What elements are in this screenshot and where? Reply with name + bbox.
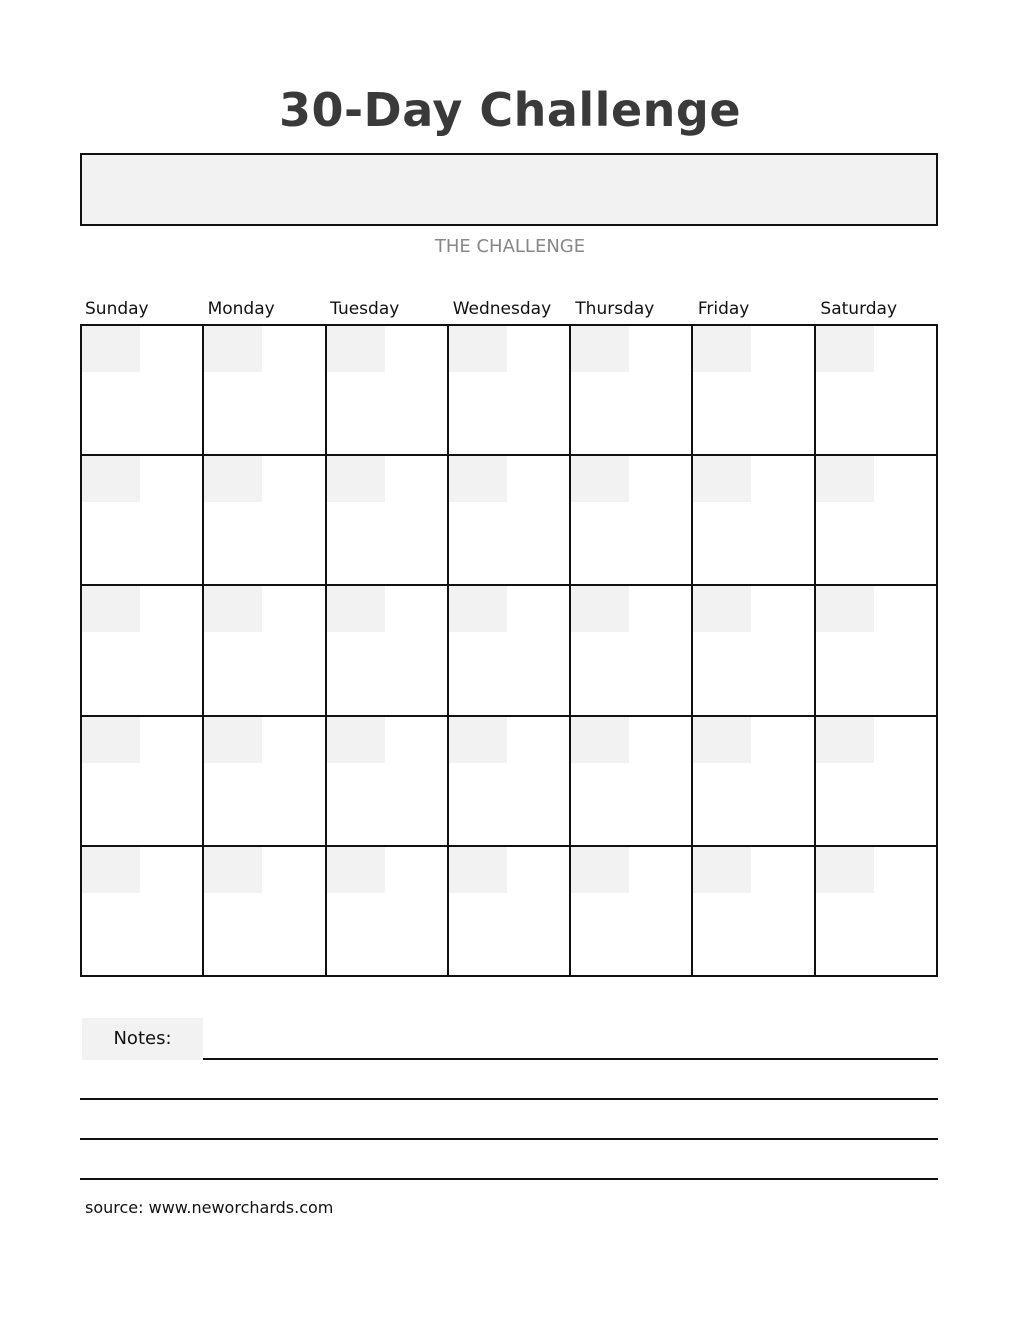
calendar-cell[interactable] [693, 326, 815, 456]
day-number-box[interactable] [449, 847, 507, 893]
calendar-cell[interactable] [449, 717, 571, 847]
calendar-cell[interactable] [693, 586, 815, 716]
notes-line[interactable] [203, 1058, 938, 1060]
calendar-cell[interactable] [816, 586, 938, 716]
calendar-cell[interactable] [816, 717, 938, 847]
calendar-cell[interactable] [693, 456, 815, 586]
notes-line[interactable] [80, 1178, 938, 1180]
calendar-cell[interactable] [571, 456, 693, 586]
day-number-box[interactable] [571, 456, 629, 502]
weekday-wednesday: Wednesday [452, 299, 552, 319]
weekday-sunday: Sunday [85, 299, 149, 319]
calendar-cell[interactable] [449, 847, 571, 977]
day-number-box[interactable] [327, 586, 385, 632]
weekday-header [80, 297, 938, 321]
calendar-cell[interactable] [449, 586, 571, 716]
day-number-box[interactable] [327, 456, 385, 502]
calendar-cell[interactable] [82, 717, 204, 847]
calendar-cell[interactable] [82, 456, 204, 586]
calendar-cell[interactable] [82, 586, 204, 716]
source-credit: source: www.neworchards.com [85, 1198, 334, 1217]
day-number-box[interactable] [204, 326, 262, 372]
day-number-box[interactable] [327, 717, 385, 763]
calendar-cell[interactable] [204, 456, 326, 586]
day-number-box[interactable] [204, 717, 262, 763]
calendar-cell[interactable] [204, 847, 326, 977]
day-number-box[interactable] [204, 847, 262, 893]
day-number-box[interactable] [816, 847, 874, 893]
calendar-cell[interactable] [327, 847, 449, 977]
day-number-box[interactable] [327, 847, 385, 893]
day-number-box[interactable] [449, 586, 507, 632]
notes-line[interactable] [80, 1098, 938, 1100]
calendar-cell[interactable] [449, 326, 571, 456]
challenge-caption: THE CHALLENGE [434, 236, 586, 257]
calendar-cell[interactable] [82, 326, 204, 456]
day-number-box[interactable] [571, 847, 629, 893]
day-number-box[interactable] [693, 456, 751, 502]
day-number-box[interactable] [449, 456, 507, 502]
weekday-monday: Monday [207, 299, 275, 319]
notes-label: Notes: [82, 1018, 203, 1060]
calendar-cell[interactable] [816, 326, 938, 456]
day-number-box[interactable] [816, 717, 874, 763]
calendar-cell[interactable] [327, 456, 449, 586]
notes-line[interactable] [80, 1138, 938, 1140]
weekday-thursday: Thursday [575, 299, 655, 319]
calendar-cell[interactable] [816, 456, 938, 586]
calendar-cell[interactable] [204, 717, 326, 847]
day-number-box[interactable] [693, 717, 751, 763]
day-number-box[interactable] [204, 456, 262, 502]
calendar-cell[interactable] [571, 717, 693, 847]
challenge-input-box[interactable] [80, 153, 938, 226]
day-number-box[interactable] [449, 717, 507, 763]
day-number-box[interactable] [449, 326, 507, 372]
calendar-cell[interactable] [82, 847, 204, 977]
day-number-box[interactable] [204, 586, 262, 632]
day-number-box[interactable] [693, 847, 751, 893]
day-number-box[interactable] [327, 326, 385, 372]
weekday-friday: Friday [697, 299, 750, 319]
calendar-cell[interactable] [327, 717, 449, 847]
calendar-cell[interactable] [204, 586, 326, 716]
weekday-tuesday: Tuesday [330, 299, 400, 319]
day-number-box[interactable] [82, 456, 140, 502]
day-number-box[interactable] [693, 586, 751, 632]
calendar-cell[interactable] [693, 717, 815, 847]
calendar-cell[interactable] [693, 847, 815, 977]
weekday-saturday: Saturday [820, 299, 898, 319]
page-title: 30-Day Challenge [278, 83, 742, 137]
day-number-box[interactable] [82, 847, 140, 893]
day-number-box[interactable] [816, 586, 874, 632]
day-number-box[interactable] [571, 586, 629, 632]
calendar-cell[interactable] [571, 586, 693, 716]
day-number-box[interactable] [571, 717, 629, 763]
day-number-box[interactable] [82, 586, 140, 632]
calendar-cell[interactable] [327, 326, 449, 456]
day-number-box[interactable] [82, 717, 140, 763]
calendar-cell[interactable] [816, 847, 938, 977]
calendar-cell[interactable] [449, 456, 571, 586]
calendar-cell[interactable] [571, 847, 693, 977]
calendar-cell[interactable] [204, 326, 326, 456]
day-number-box[interactable] [82, 326, 140, 372]
calendar-grid [80, 324, 938, 977]
day-number-box[interactable] [693, 326, 751, 372]
day-number-box[interactable] [571, 326, 629, 372]
day-number-box[interactable] [816, 326, 874, 372]
day-number-box[interactable] [816, 456, 874, 502]
calendar-cell[interactable] [327, 586, 449, 716]
calendar-cell[interactable] [571, 326, 693, 456]
